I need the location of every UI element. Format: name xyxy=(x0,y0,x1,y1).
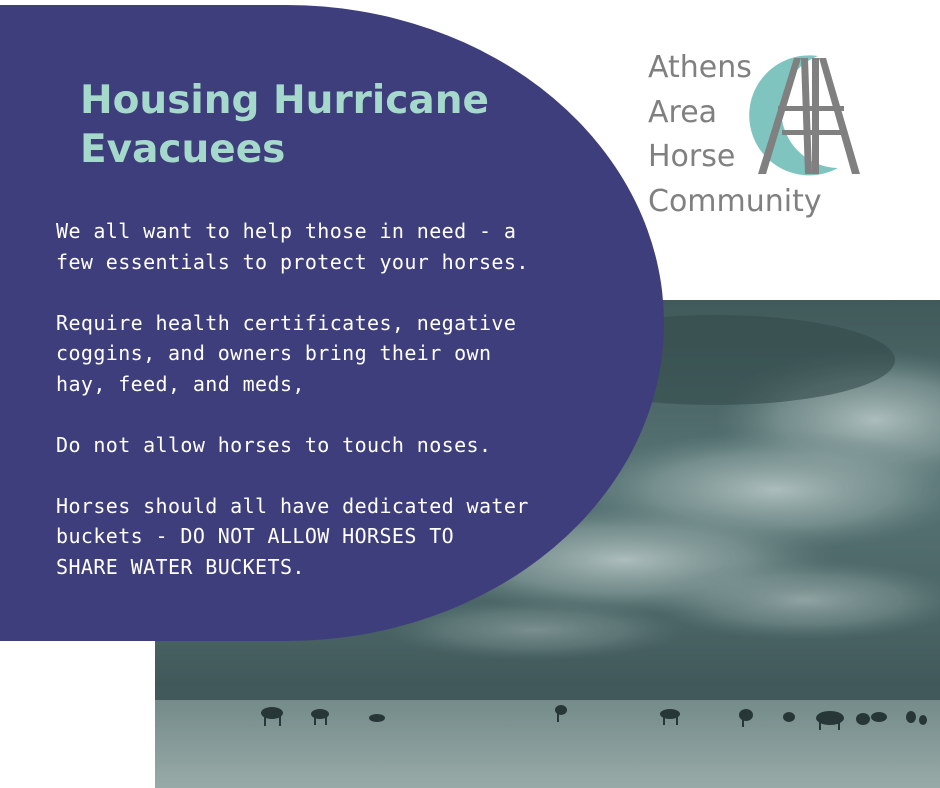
logo-line: Athens xyxy=(648,50,752,85)
paragraph-noses xyxy=(56,430,616,461)
logo-wordmark xyxy=(648,46,822,224)
text-line: buckets - DO NOT ALLOW HORSES TO xyxy=(56,524,455,548)
logo-line: Area xyxy=(648,94,718,130)
text-line: SHARE WATER BUCKETS. xyxy=(56,554,305,579)
title-line: Evacuees xyxy=(80,127,286,172)
text-line: We all want to help those in need - a xyxy=(56,219,517,243)
text-line: coggins, and owners bring their own xyxy=(56,341,492,365)
text-line: few essentials to protect your horses. xyxy=(56,249,529,274)
guidance-text xyxy=(56,216,616,613)
logo-line: Horse xyxy=(648,139,736,174)
text-line: Do not allow horses to touch noses. xyxy=(56,432,492,457)
paragraph-water-buckets xyxy=(56,491,616,583)
logo-line: Community xyxy=(648,183,822,219)
text-line: Require health certificates, negative xyxy=(56,310,517,335)
text-line: Horses should all have dedicated water xyxy=(56,493,529,518)
athens-area-horse-community-logo xyxy=(648,46,888,226)
paragraph-intro xyxy=(56,216,616,277)
page-title xyxy=(80,76,560,174)
title-line: Housing Hurricane xyxy=(80,78,489,123)
text-line: hay, feed, and meds, xyxy=(56,371,305,396)
paragraph-requirements xyxy=(56,308,616,400)
